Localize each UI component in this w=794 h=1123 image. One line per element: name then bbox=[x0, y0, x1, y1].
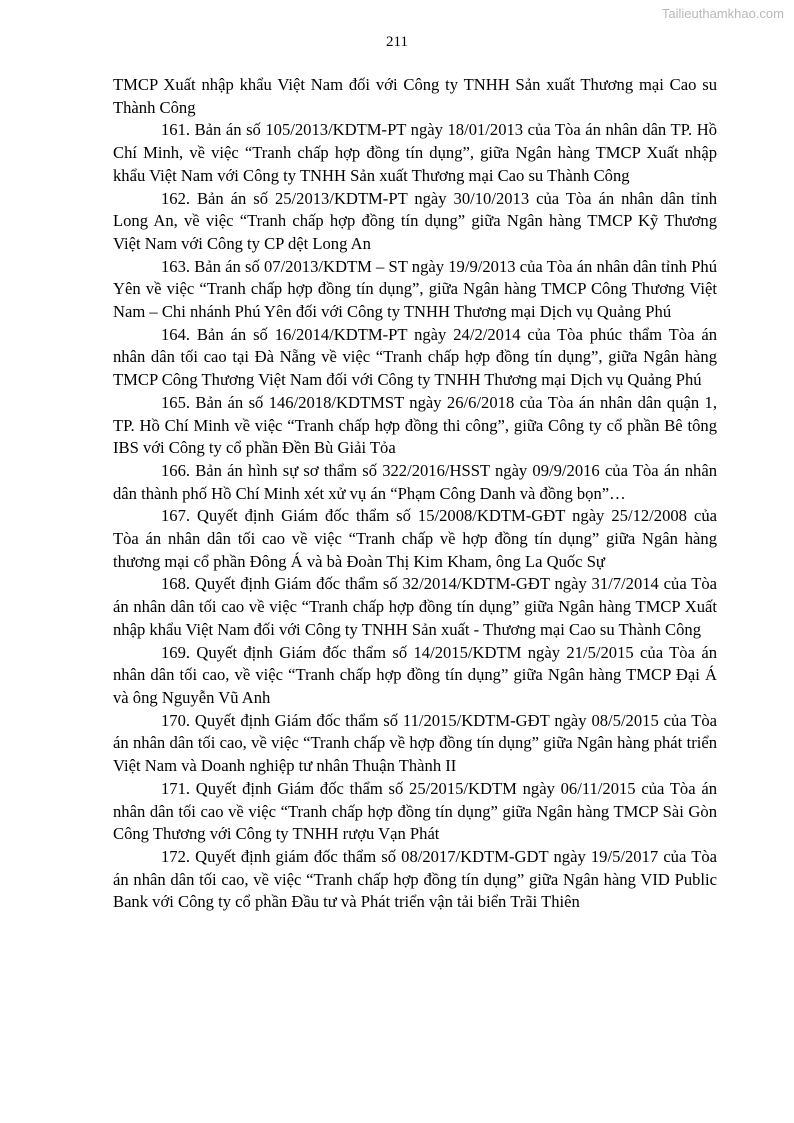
reference-entry-166: 166. Bản án hình sự sơ thẩm số 322/2016/HSST ngày 09/9/2016 của Tòa án nhân dân thành phố Hồ Chí Minh xét xử vụ án “Phạm Công Danh và đồng bọn”… bbox=[113, 460, 717, 503]
reference-entry-163: 163. Bản án số 07/2013/KDTM – ST ngày 19/9/2013 của Tòa án nhân dân tỉnh Phú Yên về việc “Tranh chấp hợp đồng tín dụng”, giữa Ngân hàng TMCP Công Thương Việt Nam – Chi nhánh Phú Yên đối với Công ty TNHH Thương mại Dịch vụ Quảng Phú bbox=[113, 256, 717, 322]
continuation-text: TMCP Xuất nhập khẩu Việt Nam đối với Công ty TNHH Sản xuất Thương mại Cao su Thành Công bbox=[113, 75, 717, 117]
reference-entry-169: 169. Quyết định Giám đốc thẩm số 14/2015/KDTM ngày 21/5/2015 của Tòa án nhân dân tối cao, về việc “Tranh chấp hợp đồng tín dụng” giữa Ngân hàng TMCP Đại Á và ông Nguyễn Vũ Anh bbox=[113, 642, 717, 707]
reference-entry-168: 168. Quyết định Giám đốc thẩm số 32/2014/KDTM-GĐT ngày 31/7/2014 của Tòa án nhân dân tối cao về việc “Tranh chấp hợp đồng tín dụng” giữa Ngân hàng TMCP Xuất nhập khẩu Việt Nam đối với Công ty TNHH Sản xuất - Thương mại Cao su Thành Công bbox=[113, 574, 717, 639]
reference-entry-161: 161. Bản án số 105/2013/KDTM-PT ngày 18/01/2013 của Tòa án nhân dân TP. Hồ Chí Minh, về việc “Tranh chấp hợp đồng tín dụng”, giữa Ngân hàng TMCP Xuất nhập khẩu Việt Nam với Công ty TNHH Sản xuất Thương mại Cao su Thành Công bbox=[113, 120, 717, 185]
watermark: Tailieuthamkhao.com bbox=[661, 6, 784, 21]
reference-entry-165: 165. Bản án số 146/2018/KDTMST ngày 26/6/2018 của Tòa án nhân dân quận 1, TP. Hồ Chí Minh về việc “Tranh chấp hợp đồng thi công”, giữa Công ty cổ phần Bê tông IBS với Công ty cổ phần Đền Bù Giải Tỏa bbox=[113, 392, 717, 458]
reference-entry-172: 172. Quyết định giám đốc thẩm số 08/2017/KDTM-GDT ngày 19/5/2017 của Tòa án nhân dân tối cao, về việc “Tranh chấp hợp đồng tín dụng” giữa Ngân hàng VID Public Bank với Công ty cổ phần Đầu tư và Phát triển vận tải biển Trãi Thiên bbox=[113, 846, 717, 912]
reference-entry-164: 164. Bản án số 16/2014/KDTM-PT ngày 24/2/2014 của Tòa phúc thẩm Tòa án nhân dân tối cao tại Đà Nẵng về việc “Tranh chấp hợp đồng tín dụng”, giữa Ngân hàng TMCP Công Thương Việt Nam đối với Công ty TNHH Thương mại Dịch vụ Quảng Phú bbox=[113, 324, 717, 390]
reference-entry-167: 167. Quyết định Giám đốc thẩm số 15/2008/KDTM-GĐT ngày 25/12/2008 của Tòa án nhân dân tối cao về việc “Tranh chấp về hợp đồng tín dụng” giữa Ngân hàng thương mại cổ phần Đông Á và bà Đoàn Thị Kim Kham, ông La Quốc Sự bbox=[113, 506, 717, 571]
reference-entry-162: 162. Bản án số 25/2013/KDTM-PT ngày 30/10/2013 của Tòa án nhân dân tỉnh Long An, về việc “Tranh chấp hợp đồng tín dụng” giữa Ngân hàng TMCP Kỹ Thương Việt Nam với Công ty CP dệt Long An bbox=[113, 188, 717, 253]
page-number: 211 bbox=[386, 34, 408, 50]
reference-entry-170: 170. Quyết định Giám đốc thẩm số 11/2015/KDTM-GĐT ngày 08/5/2015 của Tòa án nhân dân tối cao, về việc “Tranh chấp về hợp đồng tín dụng” giữa Ngân hàng phát triển Việt Nam và Doanh nghiệp tư nhân Thuận Thành II bbox=[113, 710, 717, 776]
reference-list bbox=[113, 74, 717, 914]
reference-entry-171: 171. Quyết định Giám đốc thẩm số 25/2015/KDTM ngày 06/11/2015 của Tòa án nhân dân tối cao về việc “Tranh chấp hợp đồng tín dụng” giữa Ngân hàng TMCP Sài Gòn Công Thương với Công ty TNHH rượu Vạn Phát bbox=[113, 778, 717, 844]
